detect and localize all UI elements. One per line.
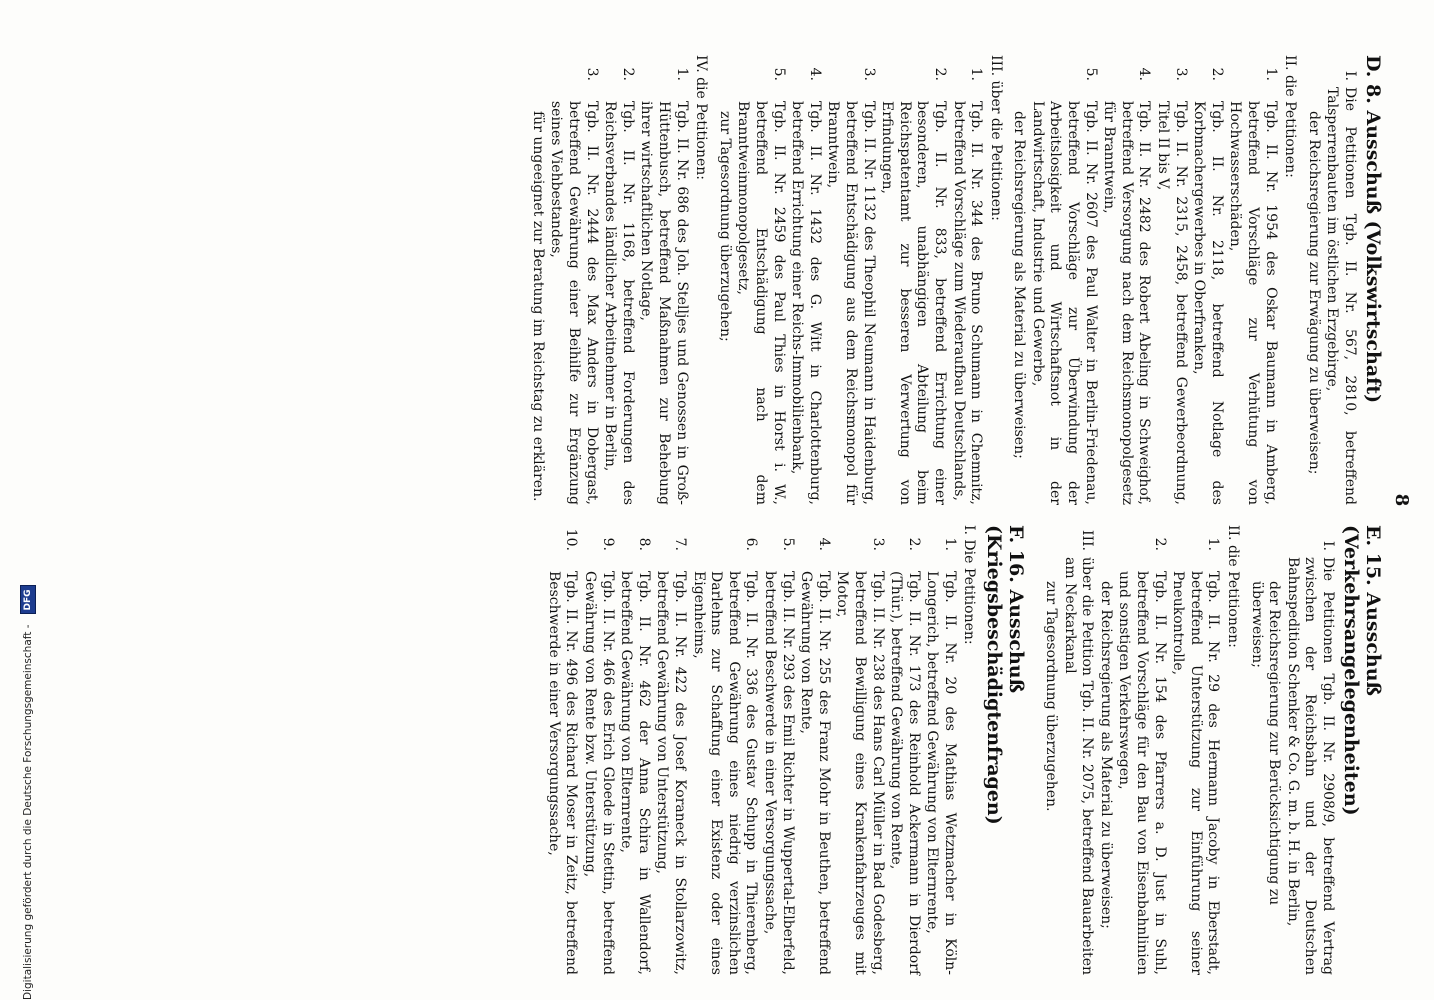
page-number: 8 (1391, 493, 1412, 507)
list-item (1190, 55, 1225, 505)
list-item (637, 55, 690, 505)
item-text: Tgb. II. Nr. 1432 des G. Witt in Charlottenburg, betreffend Errichtung einer Reichs-Immobilienbank, (789, 101, 823, 505)
item-text: Tgb. II. Nr. 20 des Mathias Wetzmacher in Köln-Longerich, betreffend Gewährung von Elternrente, (924, 571, 958, 975)
section-heading-f: F. 16. Ausschuß (Kriegsbeschädigtenfragen) (983, 525, 1028, 825)
list-item (1028, 55, 1098, 505)
item-text: Tgb. II. Nr. 1168, betreffend Forderungen des Reichsverbandes ländlicher Arbeitnehmer in Berlin, (602, 101, 636, 505)
item-text: Tgb. II. Nr. 833, betreffend Errichtung einer besonderen, unabhängigen Abteilung beim Reichspatentamt zur besseren Verwertung von Erfindungen, (879, 101, 948, 505)
item-text: Tgb. II. Nr. 2482 des Robert Abeling in Schweighof, betreffend Versorgung nach dem Reichsmonopolgesetz für Branntwein, (1101, 101, 1153, 505)
list-item (1226, 55, 1279, 505)
instruction-text: der Reichsregierung als Material zu überweisen; (1097, 581, 1114, 929)
section-label: I. Die Petitionen: (961, 525, 978, 645)
item-text: Tgb. II. Nr. 2459 des Paul Thies in Horst i. W., betreffend Entschädigung nach dem Branntweinmonopolgesetz, (735, 101, 787, 505)
item-text: Tgb. II. Nr. 336 des Gustav Schupp in Thierenberg, betreffend Gewährung eines niedrig verzinslichen Darlehns zur Schaffung einer Existenz oder eines Eigenheims, (690, 571, 760, 975)
list-item (689, 525, 759, 975)
item-text: Tgb. II. Nr. 2118, betreffend Notlage des Korbmachergewerbes in Oberfranken, (1191, 101, 1225, 505)
item-text: Tgb. II. Nr. 686 des Joh. Stelljes und Genossen in Groß-Hüttenbusch, betreffend Maßnahmen zur Behebung ihrer wirtschaftlichen Notlage, (638, 101, 690, 505)
item-text: über die Petition Tgb. II. Nr. 2075, betreffend Bauarbeiten am Neckarkanal (1061, 557, 1096, 975)
item-number: 2. (1151, 537, 1168, 551)
digitization-footer (18, 0, 38, 1000)
section-label: III. über die Petitionen: (987, 55, 1004, 221)
item-number: I. (1342, 71, 1358, 81)
item-number: 10. (563, 528, 580, 551)
item-text: Tgb. II. Nr. 154 des Pfarrers a. D. Just in Suhl, betreffend Vorschläge für den Bau von Eisenbahnlinien und sonstigen Verkehrswegen, (1116, 571, 1168, 975)
item-text: Tgb. II. Nr. 2444 des Max Anders in Dobergast, betreffend Gewährung einer Beihilfe zur Ergänzung seines Viehbestandes, (548, 101, 600, 505)
item-number: I. (1320, 541, 1336, 551)
item-number: 1. (968, 67, 985, 81)
list-item (797, 525, 832, 975)
item-text: Tgb. II. Nr. 422 des Josef Koraneck in Stollarzowitz, betreffend Gewährung von Unterstützung, (654, 571, 688, 975)
item-number: 3. (1172, 67, 1189, 81)
item-number: 5. (779, 537, 796, 551)
item-number: III. (1079, 529, 1096, 551)
list-item (833, 525, 886, 975)
item-number: 3. (860, 67, 877, 81)
item-number: 8. (635, 537, 652, 551)
item-number: 4. (815, 537, 832, 551)
item-text: Tgb. II. Nr. 2607 des Paul Walter in Berlin-Friedenau, betreffend Vorschläge zur Überwindung der Arbeitslosigkeit und Wirtschaftsnot in der Landwirtschaft, Industrie und Gewerbe, (1029, 101, 1099, 505)
list-item (923, 525, 958, 975)
list-item (824, 55, 877, 505)
item-number: 1. (1205, 537, 1222, 551)
item-number: 5. (770, 67, 787, 81)
section-label: II. die Petitionen: (1282, 55, 1299, 178)
item-text: Tgb. II. Nr. 255 des Franz Mohr in Beuthen, betreffend Gewährung von Rente, (798, 571, 832, 975)
item-text: Tgb. II. Nr. 1132 des Theophil Neumann in Haidenburg, betreffend Entschädigung aus dem Reichsmonopol für Branntwein, (825, 101, 877, 505)
left-column (527, 55, 1384, 505)
item-text: Die Petitionen Tgb. II. Nr. 2908/9, betreffend Vertrag zwischen der Reichsbahn und der Deutschen Bahnspedition Schenker & Co. G. m. b. H. in Berlin, (1284, 557, 1336, 975)
list-item (949, 55, 984, 505)
list-item (760, 525, 795, 975)
list-item (1283, 525, 1336, 975)
item-text: Tgb. II. Nr. 496 des Richard Moser in Zeitz, betreffend Beschwerde in einer Versorgungssache, (545, 571, 580, 975)
section-heading-d: D. 8. Ausschuß (Volkswirtschaft) (1362, 55, 1384, 404)
instruction-text: für ungeeignet zur Beratung im Reichstag zu erklären. (529, 111, 546, 502)
section-heading-e: E. 15. Ausschuß (Verkehrsangelegenheiten) (1340, 525, 1384, 816)
instruction-text: der Reichsregierung zur Berücksichtigung zu überweisen; (1248, 581, 1283, 906)
footer-credit-text: Digitalisierung gefördert durch die Deutsche Forschungsgemeinschaft - (22, 624, 34, 1000)
section-label: IV. die Petitionen: (693, 55, 710, 181)
item-text: Die Petitionen Tgb. II. Nr. 567, 2810, betreffend Talsperrenbauten im östlichen Erzgebirge, (1324, 87, 1358, 505)
item-text: Tgb. II. Nr. 238 des Hans Carl Müller in Bad Godesberg, betreffend Bewilligung eines Krankenfahrzeuges mit Motor, (834, 571, 886, 975)
item-number: 2. (619, 67, 636, 81)
item-number: 2. (931, 67, 948, 81)
list-item (878, 55, 948, 505)
item-text: Tgb. II. Nr. 1954 des Oskar Baumann in Amberg, betreffend Vorschläge zur Verhütung von Hochwasserschäden, (1227, 101, 1279, 505)
item-number: 7. (672, 537, 688, 551)
item-number: 2. (905, 537, 922, 551)
item-text: Tgb. II. Nr. 462 der Anna Schira in Wallendorf, betreffend Gewährung von Elternrente, (618, 571, 652, 975)
list-item (1169, 525, 1222, 975)
list-item (1060, 525, 1095, 975)
list-item (1100, 55, 1153, 505)
list-item (601, 55, 636, 505)
item-number: 9. (599, 537, 616, 551)
item-number: 2. (1208, 67, 1225, 81)
item-number: 6. (743, 537, 760, 551)
list-item (1323, 55, 1358, 505)
list-item (788, 55, 823, 505)
instruction-text: der Reichsregierung zur Erwägung zu überweisen; (1305, 111, 1322, 475)
item-number: 1. (941, 537, 958, 551)
item-number: 3. (869, 537, 886, 551)
instruction-text: zur Tagesordnung überzugehen. (1043, 581, 1060, 812)
dfg-logo: DFG (20, 585, 36, 614)
item-number: 1. (1262, 67, 1279, 81)
item-number: 3. (583, 67, 600, 81)
list-item (734, 55, 787, 505)
list-item (653, 525, 688, 975)
item-text: Tgb. II. Nr. 2315, 2458, betreffend Gewerbeordnung, Titel II bis V, (1155, 101, 1189, 505)
item-number: 5. (1082, 67, 1099, 81)
item-text: Tgb. II. Nr. 344 des Bruno Schumann in Chemnitz, betreffend Vorschläge zum Wiederaufbau Deutschlands, (950, 101, 985, 505)
list-item (544, 525, 579, 975)
list-item (547, 55, 600, 505)
item-number: 1. (673, 67, 690, 81)
list-item (580, 525, 615, 975)
item-text: Tgb. II. Nr. 29 des Hermann Jacoby in Eberstadt, betreffend Unterstützung zur Einführung seiner Pneukontrolle, (1170, 571, 1222, 975)
list-item (1153, 55, 1188, 505)
list-item (617, 525, 652, 975)
list-item (1115, 525, 1168, 975)
right-column (543, 525, 1384, 975)
item-text: Tgb. II. Nr. 293 des Emil Richter in Wuppertal-Elberfeld, betreffend Beschwerde in einer Versorgungssache, (761, 571, 796, 975)
item-text: Tgb. II. Nr. 173 des Reinhold Ackermann in Dierdorf (Thür.), betreffend Gewährung von Rente, (888, 571, 922, 975)
list-item (887, 525, 922, 975)
section-label: II. die Petitionen: (1225, 525, 1242, 648)
item-number: 4. (1136, 67, 1153, 81)
instruction-text: der Reichsregierung als Material zu überweisen; (1011, 111, 1028, 459)
item-text: Tgb. II. Nr. 466 des Erich Gloede in Stettin, betreffend Gewährung von Rente bzw. Unterstützung, (582, 571, 616, 975)
item-number: 4. (806, 67, 823, 81)
instruction-text: zur Tagesordnung überzugehen; (716, 111, 733, 342)
